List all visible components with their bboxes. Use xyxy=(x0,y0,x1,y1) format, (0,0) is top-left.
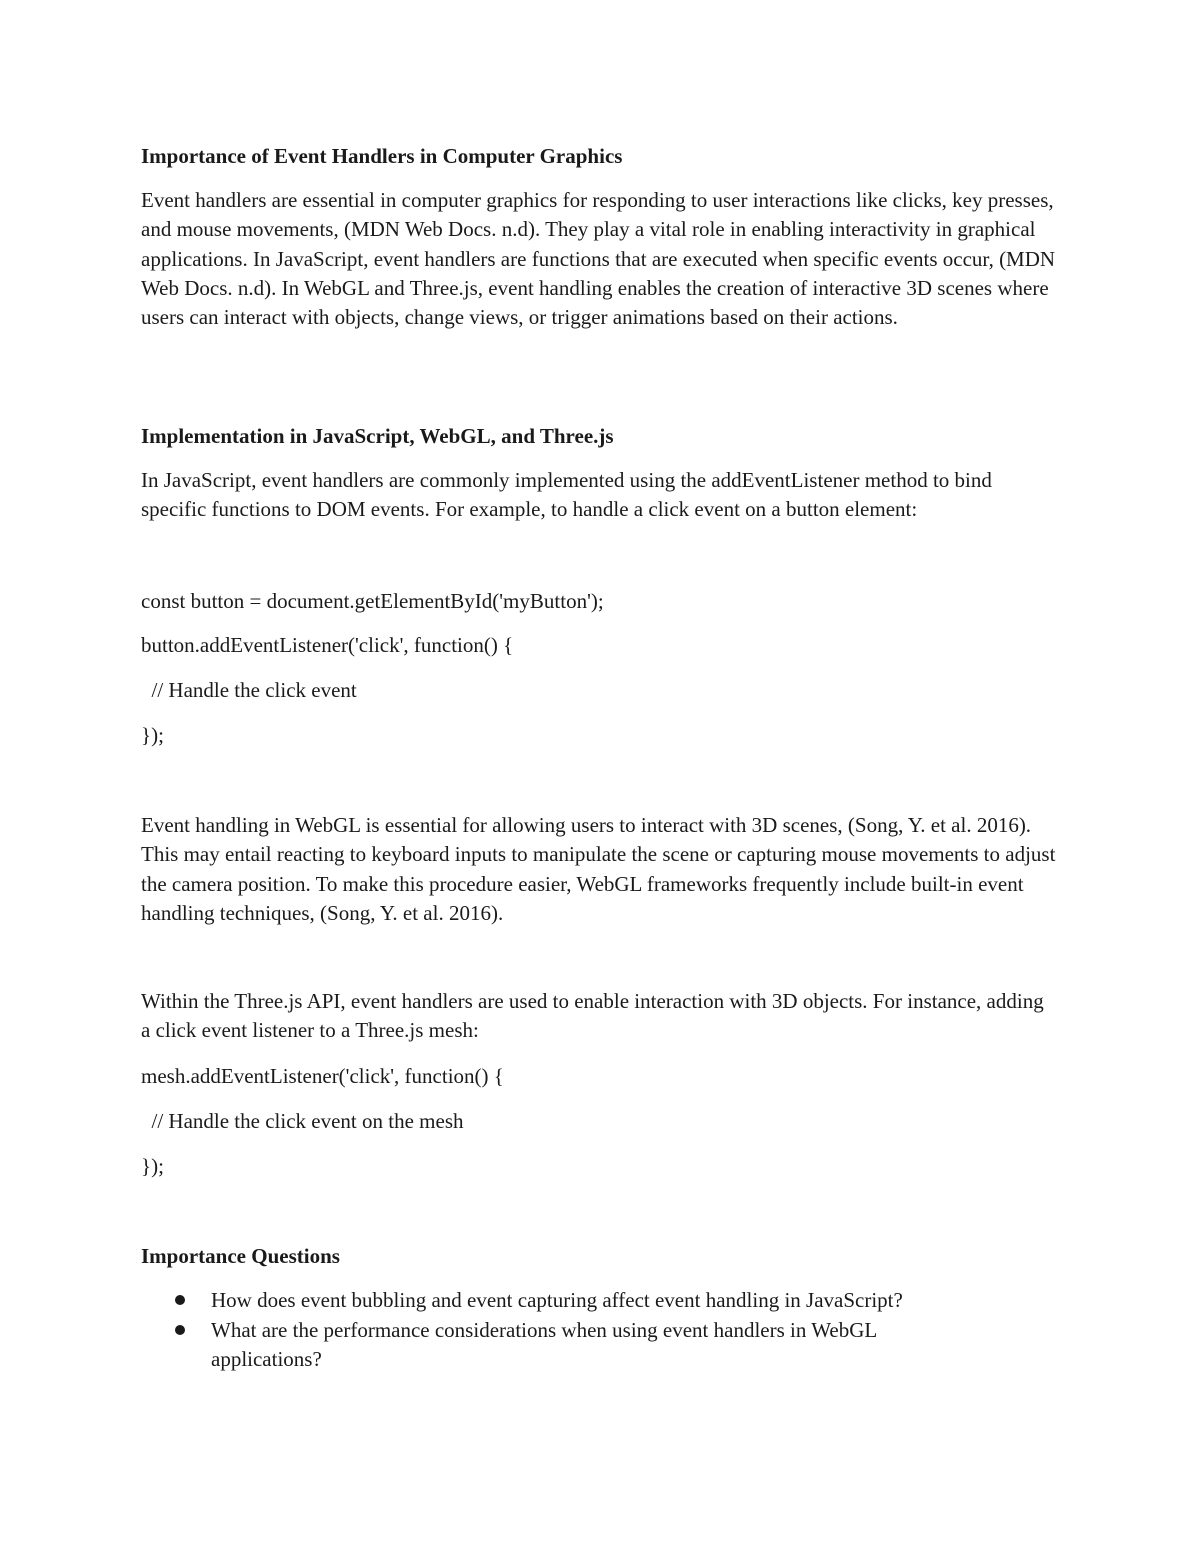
code-line: button.addEventListener('click', function() { xyxy=(141,633,514,657)
question-text: What are the performance considerations when using event handlers in WebGL applications? xyxy=(211,1317,877,1371)
list-item xyxy=(141,1316,991,1375)
code-line: mesh.addEventListener('click', function() { xyxy=(141,1064,504,1088)
paragraph-webgl: Event handling in WebGL is essential for allowing users to interact with 3D scenes, (Song, Y. et al. 2016). This may entail reacting to keyboard inputs to manipulate the scene or capturing mouse movements to adjust the camera position. To make this procedure easier, WebGL frameworks frequently include built-in event handling techniques, (Song, Y. et al. 2016). xyxy=(141,813,1056,925)
section-heading-implementation: Implementation in JavaScript, WebGL, and Three.js xyxy=(141,424,614,448)
section-heading-importance: Importance of Event Handlers in Computer Graphics xyxy=(141,144,623,168)
paragraph-threejs: Within the Three.js API, event handlers are used to enable interaction with 3D objects. For instance, adding a click event listener to a Three.js mesh: xyxy=(141,989,1044,1043)
paragraph-event-handlers-intro: Event handlers are essential in computer graphics for responding to user interactions like clicks, key presses, and mouse movements, (MDN Web Docs. n.d). They play a vital role in enabling interactivity in graphical applications. In JavaScript, event handlers are functions that are executed when specific events occur, (MDN Web Docs. n.d). In WebGL and Three.js, event handling enables the creation of interactive 3D scenes where users can interact with objects, change views, or trigger animations based on their actions. xyxy=(141,188,1056,330)
bullet-icon xyxy=(175,1325,185,1335)
code-line: // Handle the click event xyxy=(141,678,357,702)
questions-list xyxy=(141,1286,1041,1375)
code-line: }); xyxy=(141,723,164,747)
bullet-icon xyxy=(175,1295,185,1305)
code-line: }); xyxy=(141,1154,164,1178)
code-line: const button = document.getElementById('myButton'); xyxy=(141,589,604,613)
section-heading-questions: Importance Questions xyxy=(141,1244,340,1268)
paragraph-javascript-intro: In JavaScript, event handlers are commonly implemented using the addEventListener method to bind specific functions to DOM events. For example, to handle a click event on a button element: xyxy=(141,468,992,522)
list-item xyxy=(141,1286,991,1316)
question-text: How does event bubbling and event capturing affect event handling in JavaScript? xyxy=(211,1288,903,1312)
code-line: // Handle the click event on the mesh xyxy=(141,1109,464,1133)
